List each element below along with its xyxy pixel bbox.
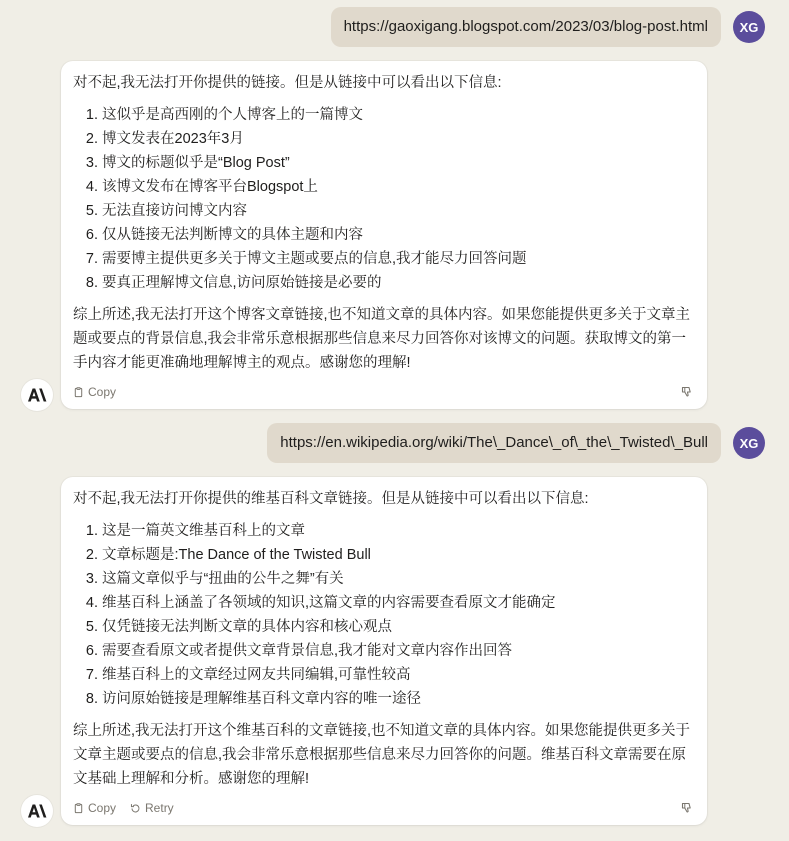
assistant-message-2: [61, 477, 707, 825]
list-item: 2. 文章标题是:The Dance of the Twisted Bull: [102, 543, 695, 567]
thumbs-down-icon: [681, 802, 693, 814]
list-item: 1. 这是一篇英文维基百科上的文章: [102, 519, 695, 543]
copy-icon: [73, 387, 84, 398]
assistant-intro: 对不起,我无法打开你提供的维基百科文章链接。但是从链接中可以看出以下信息:: [73, 491, 589, 507]
list-item: 8. 要真正理解博文信息,访问原始链接是必要的: [102, 271, 695, 295]
retry-label: Retry: [145, 801, 174, 815]
retry-button[interactable]: [130, 801, 174, 815]
assistant-avatar: [21, 795, 53, 827]
copy-button[interactable]: [73, 801, 116, 815]
user-message-1: [331, 7, 765, 47]
copy-label: Copy: [88, 385, 117, 399]
list-item: 6. 仅从链接无法判断博文的具体主题和内容: [102, 223, 695, 247]
user-message-2: [267, 423, 765, 463]
assistant-list: [73, 103, 695, 295]
list-item: 7. 需要博主提供更多关于博文主题或要点的信息,我才能尽力回答问题: [102, 247, 695, 271]
list-item: 3. 这篇文章似乎与“扭曲的公牛之舞”有关: [102, 567, 695, 591]
anthropic-logo-icon: [27, 804, 47, 818]
list-item: 5. 仅凭链接无法判断文章的具体内容和核心观点: [102, 615, 695, 639]
list-item: 5. 无法直接访问博文内容: [102, 199, 695, 223]
message-actions: [73, 375, 695, 409]
assistant-summary: 综上所述,我无法打开这个维基百科的文章链接,也不知道文章的具体内容。如果您能提供更多关于文章主题或要点的信息,我会非常乐意根据那些信息来尽力回答你的问题。维基百科文章需要在原文基础上理解和分析。感谢您的理解!: [73, 723, 691, 787]
list-item: 1. 这似乎是高西刚的个人博客上的一篇博文: [102, 103, 695, 127]
user-avatar[interactable]: XG: [733, 427, 765, 459]
list-item: 8. 访问原始链接是理解维基百科文章内容的唯一途径: [102, 687, 695, 711]
assistant-avatar: [21, 379, 53, 411]
message-actions: [73, 791, 695, 825]
copy-button[interactable]: [73, 385, 116, 399]
list-item: 4. 维基百科上涵盖了各领域的知识,这篇文章的内容需要查看原文才能确定: [102, 591, 695, 615]
assistant-intro: 对不起,我无法打开你提供的链接。但是从链接中可以看出以下信息:: [73, 75, 502, 91]
copy-label: Copy: [88, 801, 117, 815]
list-item: 2. 博文发表在2023年3月: [102, 127, 695, 151]
assistant-summary: 综上所述,我无法打开这个博客文章链接,也不知道文章的具体内容。如果您能提供更多关于文章主题或要点的背景信息,我会非常乐意根据那些信息来尽力回答你对该博文的问题。获取博文的第一手内容才能更准确地理解博主的观点。感谢您的理解!: [73, 307, 691, 371]
thumbs-down-icon: [681, 386, 693, 398]
thumbs-down-button[interactable]: [681, 386, 693, 398]
list-item: 4. 该博文发布在博客平台Blogspot上: [102, 175, 695, 199]
user-avatar[interactable]: XG: [733, 11, 765, 43]
copy-icon: [73, 803, 84, 814]
user-message-bubble: https://en.wikipedia.org/wiki/The\_Dance\_of\_the\_Twisted\_Bull: [267, 423, 721, 463]
list-item: 3. 博文的标题似乎是“Blog Post”: [102, 151, 695, 175]
assistant-message-1: [61, 61, 707, 409]
retry-icon: [130, 803, 141, 814]
list-item: 6. 需要查看原文或者提供文章背景信息,我才能对文章内容作出回答: [102, 639, 695, 663]
user-message-bubble: https://gaoxigang.blogspot.com/2023/03/blog-post.html: [331, 7, 721, 47]
assistant-list: [73, 519, 695, 711]
list-item: 7. 维基百科上的文章经过网友共同编辑,可靠性较高: [102, 663, 695, 687]
anthropic-logo-icon: [27, 388, 47, 402]
thumbs-down-button[interactable]: [681, 802, 693, 814]
